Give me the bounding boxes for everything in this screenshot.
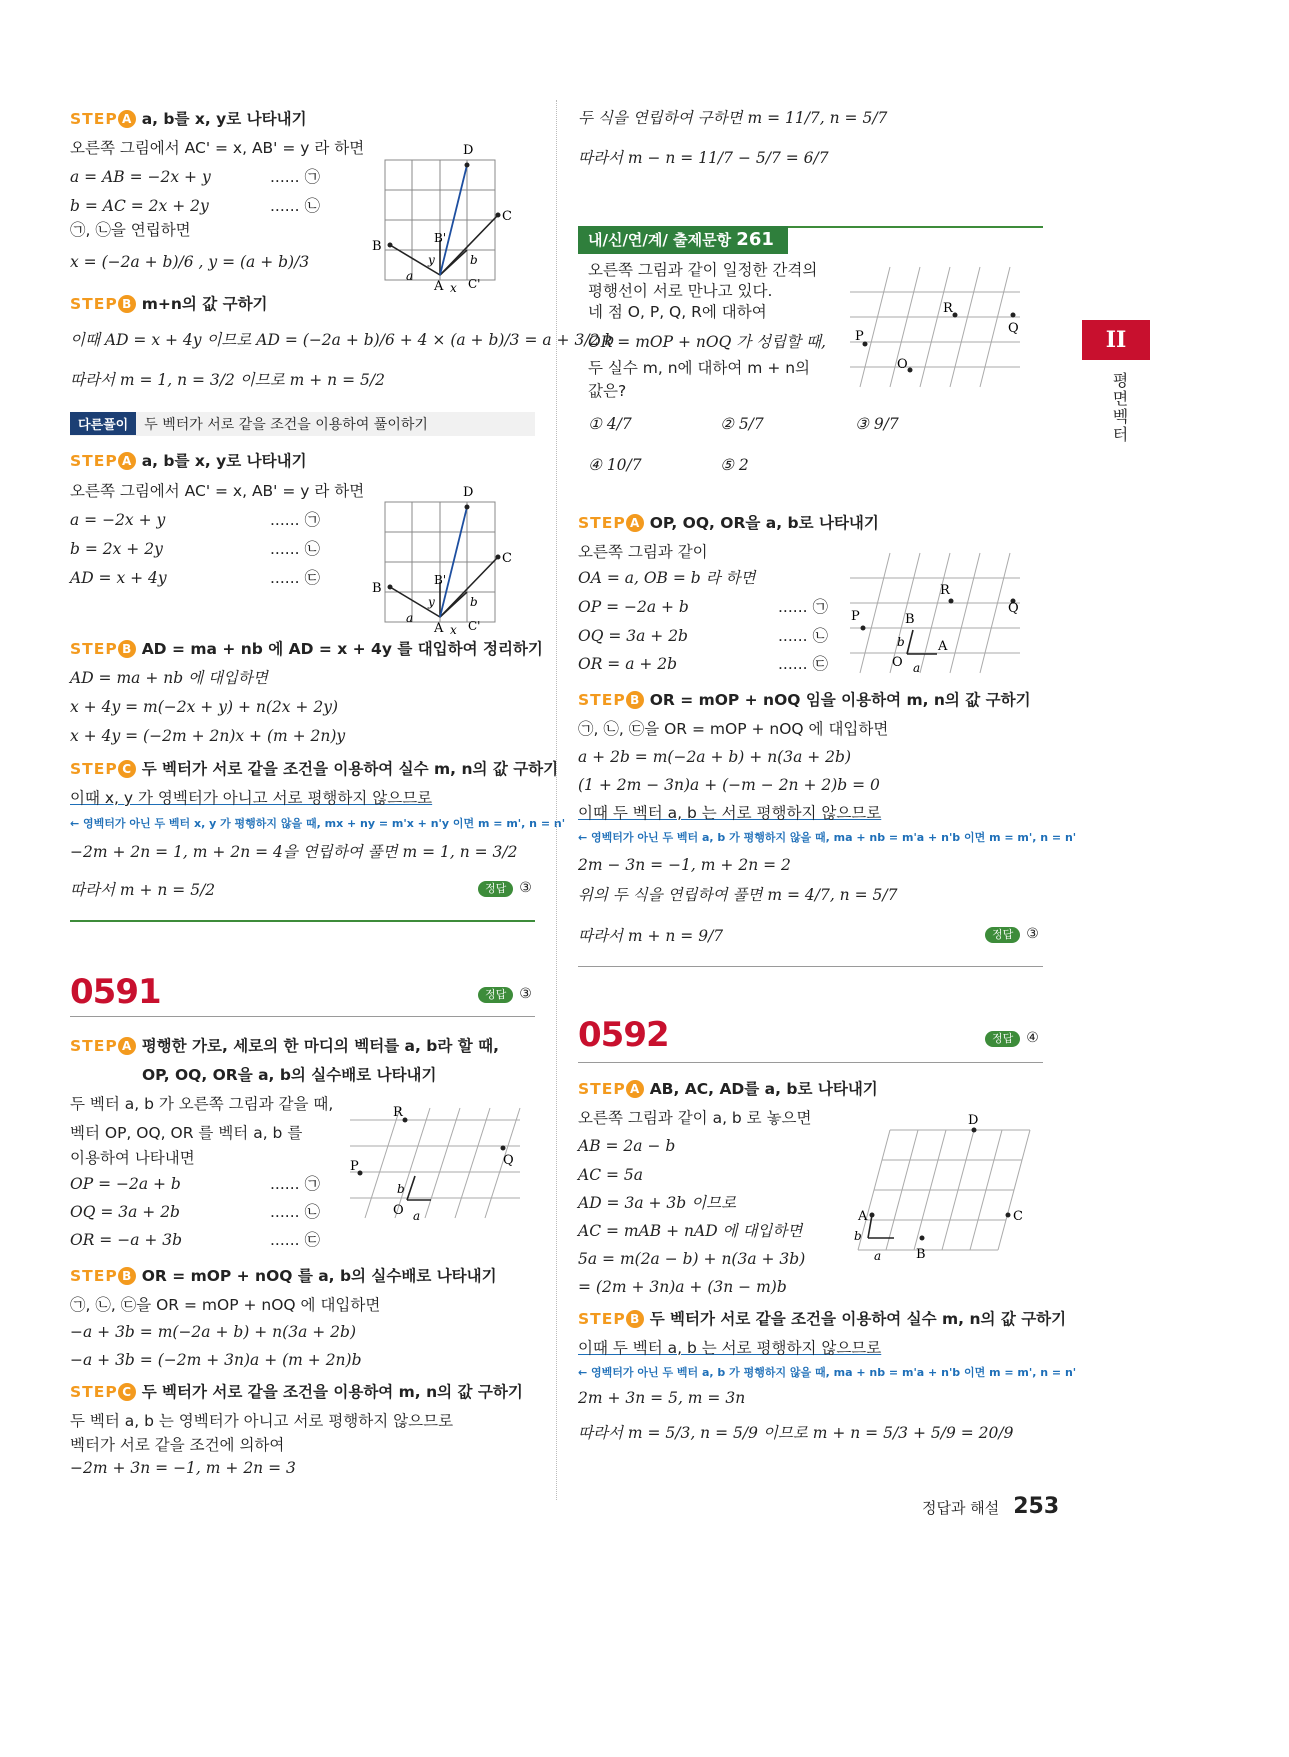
label-b-point: B bbox=[905, 612, 915, 627]
equation: OR = a + 2b bbox=[578, 655, 678, 673]
label-d: D bbox=[968, 1113, 979, 1128]
equation: x + 4y = (−2m + 2n)x + (m + 2n)y bbox=[70, 727, 346, 745]
label-c: C bbox=[502, 209, 512, 224]
equation-mark: ...... ㉡ bbox=[778, 627, 828, 645]
text-line: 두 벡터 a, b 가 오른쪽 그림과 같을 때, bbox=[70, 1095, 334, 1113]
label-a: A bbox=[858, 1209, 868, 1224]
equation: (1 + 2m − 3n)a + (−m − 2n + 2)b = 0 bbox=[578, 776, 880, 794]
equation: 따라서 m = 5/3, n = 5/9 이므로 m + n = 5/3 + 5/9 = 20/9 bbox=[578, 1424, 1014, 1442]
equation: −a + 3b = m(−2a + b) + n(3a + 2b) bbox=[70, 1323, 356, 1341]
text-line: 두 실수 m, n에 대하여 m + n의 bbox=[588, 359, 811, 377]
label-o: O bbox=[892, 655, 903, 670]
step-a-heading-cont: OP, OQ, OR을 a, b의 실수배로 나타내기 bbox=[142, 1066, 437, 1084]
equation: AD = ma + nb 에 대입하면 bbox=[70, 669, 268, 687]
step-a-heading: STEP A AB, AC, AD를 a, b로 나타내기 bbox=[578, 1080, 878, 1098]
step-a-heading: STEP A a, b를 x, y로 나타내기 bbox=[70, 452, 307, 470]
chapter-tab[interactable]: II bbox=[1082, 320, 1150, 360]
equation-mark: ...... ㉠ bbox=[778, 598, 828, 616]
text-line: 이때 두 벡터 a, b 는 서로 평행하지 않으므로 bbox=[578, 804, 882, 822]
text-line: 오른쪽 그림과 같이 a, b 로 놓으면 bbox=[578, 1109, 812, 1127]
text-line: ㉠, ㉡을 연립하면 bbox=[70, 221, 191, 239]
equation-mark: ...... ㉠ bbox=[270, 168, 320, 186]
label-vec-b: b bbox=[470, 595, 478, 609]
equation: OP = −2a + b bbox=[70, 1175, 181, 1193]
equation-mark: ...... ㉡ bbox=[270, 197, 320, 215]
hint-note: ← 영벡터가 아닌 두 벡터 a, b 가 평행하지 않을 때, ma + nb = m'a + n'b 이면 m = m', n = n' bbox=[578, 831, 1077, 844]
vector-grid-figure-1b bbox=[370, 482, 520, 642]
label-b-prime: B' bbox=[434, 573, 447, 587]
text-line: 이때 두 벡터 a, b 는 서로 평행하지 않으므로 bbox=[578, 1339, 882, 1357]
equation: x + 4y = m(−2x + y) + n(2x + 2y) bbox=[70, 698, 339, 716]
answer-badge: 정답 ③ bbox=[478, 880, 532, 897]
text-line: 벡터가 서로 같을 조건에 의하여 bbox=[70, 1436, 285, 1454]
label-vec-a: a bbox=[913, 661, 921, 675]
step-b-heading: STEP B OR = mOP + nOQ 를 a, b의 실수배로 나타내기 bbox=[70, 1267, 497, 1285]
step-c-heading: STEP C 두 벡터가 서로 같을 조건을 이용하여 실수 m, n의 값 구하기 bbox=[70, 760, 559, 778]
equation: AB = 2a − b bbox=[578, 1137, 676, 1155]
label-r: R bbox=[940, 583, 950, 598]
label-a-point: A bbox=[938, 639, 948, 654]
equation: −2m + 3n = −1, m + 2n = 3 bbox=[70, 1459, 296, 1477]
text-line: 두 벡터 a, b 는 영벡터가 아니고 서로 평행하지 않으므로 bbox=[70, 1412, 454, 1430]
choice-3[interactable]: ③ 9/7 bbox=[855, 415, 899, 433]
equation: 위의 두 식을 연립하여 풀면 m = 4/7, n = 5/7 bbox=[578, 886, 898, 904]
label-r: R bbox=[943, 301, 953, 316]
equation-mark: ...... ㉢ bbox=[270, 1231, 320, 1249]
text-line: 네 점 O, P, Q, R에 대하여 bbox=[588, 303, 767, 321]
page-footer: 정답과 해설 253 bbox=[922, 1494, 1060, 1519]
choice-2[interactable]: ② 5/7 bbox=[720, 415, 764, 433]
text-line: 벡터 OP, OQ, OR 를 벡터 a, b 를 bbox=[70, 1124, 303, 1142]
label-q: Q bbox=[1008, 601, 1019, 616]
label-r: R bbox=[393, 1105, 403, 1120]
label-vec-b: b bbox=[897, 635, 905, 649]
text-line: 오른쪽 그림에서 AC' = x, AB' = y 라 하면 bbox=[70, 139, 365, 157]
equation: 이때 AD = x + 4y 이므로 AD = (−2a + b)/6 + 4 × (a + b)/3 = a + 3/2 b bbox=[70, 331, 615, 349]
choice-5[interactable]: ⑤ 2 bbox=[720, 456, 749, 474]
divider bbox=[70, 1016, 535, 1017]
label-vec-y: y bbox=[428, 595, 435, 609]
text-line: 평행선이 서로 만나고 있다. bbox=[588, 282, 773, 300]
equation: OQ = 3a + 2b bbox=[578, 627, 688, 645]
label-p: P bbox=[855, 329, 864, 344]
equation: 따라서 m + n = 5/2 bbox=[70, 881, 216, 899]
label-c-prime: C' bbox=[468, 619, 481, 633]
label-q: Q bbox=[503, 1153, 514, 1168]
equation: a + 2b = m(−2a + b) + n(3a + 2b) bbox=[578, 748, 851, 766]
label-vec-a: a bbox=[874, 1249, 882, 1263]
problem-number: 0591 bbox=[70, 972, 161, 1012]
equation-mark: ...... ㉠ bbox=[270, 1175, 320, 1193]
equation: 2m − 3n = −1, m + 2n = 2 bbox=[578, 856, 791, 874]
equation: AC = mAB + nAD 에 대입하면 bbox=[578, 1222, 803, 1240]
text-line: 오른쪽 그림과 같이 bbox=[578, 543, 708, 561]
equation: 따라서 m + n = 9/7 bbox=[578, 927, 724, 945]
label-c: C bbox=[1013, 1209, 1023, 1224]
divider bbox=[70, 920, 535, 922]
related-problem-banner: 내/신/연/계/ 출제문항 261 bbox=[578, 226, 788, 254]
step-b-heading: STEP B 두 벡터가 서로 같을 조건을 이용하여 실수 m, n의 값 구하기 bbox=[578, 1310, 1067, 1328]
text-line: 값은? bbox=[588, 382, 627, 400]
vector-grid-figure-1 bbox=[370, 140, 520, 300]
label-vec-b: b bbox=[854, 1229, 862, 1243]
equation: = (2m + 3n)a + (3n − m)b bbox=[578, 1278, 787, 1296]
equation: OR = −a + 3b bbox=[70, 1231, 183, 1249]
hint-note: ← 영벡터가 아닌 두 벡터 a, b 가 평행하지 않을 때, ma + nb = m'a + n'b 이면 m = m', n = n' bbox=[578, 1366, 1077, 1379]
step-b-heading: STEP B OR = mOP + nOQ 임을 이용하여 m, n의 값 구하기 bbox=[578, 691, 1031, 709]
step-c-heading: STEP C 두 벡터가 서로 같을 조건을 이용하여 m, n의 값 구하기 bbox=[70, 1383, 523, 1401]
label-o: O bbox=[393, 1203, 404, 1218]
equation: 두 식을 연립하여 구하면 m = 11/7, n = 5/7 bbox=[578, 109, 888, 127]
label-d: D bbox=[463, 143, 474, 158]
step-b-heading: STEP B m+n의 값 구하기 bbox=[70, 295, 268, 313]
label-a: A bbox=[434, 279, 444, 294]
label-vec-y: y bbox=[428, 253, 435, 267]
text-line: ㉠, ㉡, ㉢을 OR = mOP + nOQ 에 대입하면 bbox=[70, 1296, 381, 1314]
equation: −2m + 2n = 1, m + 2n = 4을 연립하여 풀면 m = 1, n = 3/2 bbox=[70, 843, 518, 861]
label-b: B bbox=[372, 581, 382, 596]
equation: OR = mOP + nOQ 가 성립할 때, bbox=[588, 333, 826, 351]
equation: b = 2x + 2y bbox=[70, 540, 163, 558]
label-c: C bbox=[502, 551, 512, 566]
label-b-prime: B' bbox=[434, 231, 447, 245]
choice-1[interactable]: ① 4/7 bbox=[588, 415, 632, 433]
parallel-grid-figure-0592 bbox=[850, 1110, 1035, 1270]
text-line: 이때 x, y 가 영벡터가 아니고 서로 평행하지 않으므로 bbox=[70, 789, 433, 807]
page-number: 253 bbox=[1013, 1494, 1060, 1519]
divider bbox=[578, 1062, 1043, 1063]
label-c-prime: C' bbox=[468, 277, 481, 291]
equation: 따라서 m = 1, n = 3/2 이므로 m + n = 5/2 bbox=[70, 371, 385, 389]
answer-badge: 정답 ④ bbox=[985, 1030, 1039, 1047]
step-a-heading: STEP A 평행한 가로, 세로의 한 마디의 벡터를 a, b라 할 때, bbox=[70, 1037, 499, 1055]
equation: 2m + 3n = 5, m = 3n bbox=[578, 1389, 746, 1407]
equation: a = AB = −2x + y bbox=[70, 168, 211, 186]
label-a: A bbox=[434, 621, 444, 636]
equation: AC = 5a bbox=[578, 1166, 643, 1184]
label-vec-b: b bbox=[397, 1182, 405, 1196]
choice-4[interactable]: ④ 10/7 bbox=[588, 456, 642, 474]
step-b-heading: STEP B AD = ma + nb 에 AD = x + 4y 를 대입하여 정리하기 bbox=[70, 640, 543, 658]
step-a-heading: STEP A a, b를 x, y로 나타내기 bbox=[70, 110, 307, 128]
label-vec-a: a bbox=[406, 611, 414, 625]
text-line: ㉠, ㉡, ㉢을 OR = mOP + nOQ 에 대입하면 bbox=[578, 720, 889, 738]
alt-solution-banner: 다른풀이 두 벡터가 서로 같을 조건을 이용하여 풀이하기 bbox=[70, 412, 535, 436]
label-q: Q bbox=[1008, 321, 1019, 336]
label-vec-b: b bbox=[470, 253, 478, 267]
step-a-heading: STEP A OP, OQ, OR을 a, b로 나타내기 bbox=[578, 514, 879, 532]
answer-badge: 정답 ③ bbox=[985, 926, 1039, 943]
equation: 따라서 m − n = 11/7 − 5/7 = 6/7 bbox=[578, 149, 829, 167]
equation: OA = a, OB = b 라 하면 bbox=[578, 569, 756, 587]
text-line: 오른쪽 그림과 같이 일정한 간격의 bbox=[588, 261, 818, 279]
label-p: P bbox=[851, 609, 860, 624]
label-b: B bbox=[916, 1247, 926, 1262]
answer-badge: 정답 ③ bbox=[478, 986, 532, 1003]
column-separator bbox=[556, 100, 558, 1500]
label-b: B bbox=[372, 239, 382, 254]
equation-mark: ...... ㉡ bbox=[270, 1203, 320, 1221]
equation: x = (−2a + b)/6 , y = (a + b)/3 bbox=[70, 253, 310, 271]
label-o: O bbox=[897, 357, 908, 372]
parallel-grid-figure-0591 bbox=[345, 1098, 525, 1228]
equation: OP = −2a + b bbox=[578, 598, 689, 616]
label-p: P bbox=[350, 1159, 359, 1174]
label-vec-a: a bbox=[413, 1209, 421, 1223]
label-vec-x: x bbox=[450, 623, 457, 637]
text-line: 이용하여 나타내면 bbox=[70, 1149, 195, 1167]
parallel-grid-figure-261-solution bbox=[845, 548, 1025, 678]
chapter-title: 평면벡터 bbox=[1110, 372, 1129, 444]
equation-mark: ...... ㉠ bbox=[270, 511, 320, 529]
label-d: D bbox=[463, 485, 474, 500]
equation: b = AC = 2x + 2y bbox=[70, 197, 209, 215]
equation-mark: ...... ㉢ bbox=[270, 569, 320, 587]
equation: AD = x + 4y bbox=[70, 569, 167, 587]
parallel-grid-figure-261 bbox=[845, 262, 1025, 392]
divider bbox=[578, 966, 1043, 967]
equation-mark: ...... ㉢ bbox=[778, 655, 828, 673]
equation: −a + 3b = (−2m + 3n)a + (m + 2n)b bbox=[70, 1351, 362, 1369]
label-vec-x: x bbox=[450, 281, 457, 295]
label-vec-a: a bbox=[406, 269, 414, 283]
equation: OQ = 3a + 2b bbox=[70, 1203, 180, 1221]
text-line: 오른쪽 그림에서 AC' = x, AB' = y 라 하면 bbox=[70, 482, 365, 500]
equation-mark: ...... ㉡ bbox=[270, 540, 320, 558]
equation: a = −2x + y bbox=[70, 511, 166, 529]
equation: 5a = m(2a − b) + n(3a + 3b) bbox=[578, 1250, 806, 1268]
problem-number: 0592 bbox=[578, 1015, 669, 1055]
hint-note: ← 영벡터가 아닌 두 벡터 x, y 가 평행하지 않을 때, mx + ny = m'x + n'y 이면 m = m', n = n' bbox=[70, 817, 566, 830]
equation: AD = 3a + 3b 이므로 bbox=[578, 1194, 737, 1212]
